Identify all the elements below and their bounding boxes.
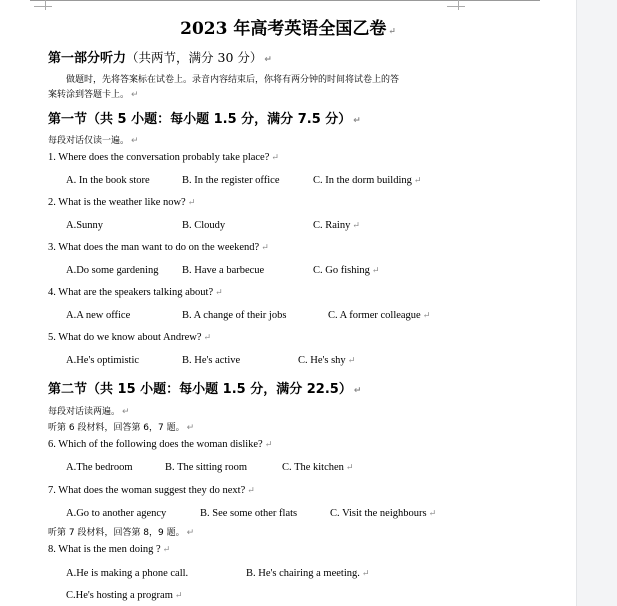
question-6-option-a[interactable]: A.The bedroom (66, 462, 133, 473)
crop-mark-right (447, 6, 465, 7)
crop-mark-left (34, 6, 52, 7)
question-2-option-b[interactable]: B. Cloudy (182, 220, 226, 231)
question-5-option-c[interactable]: C. He's shy ↵ (298, 355, 356, 366)
question-3-option-b[interactable]: B. Have a barbecue (182, 265, 265, 276)
question-3-stem[interactable]: 3. What does the man want to do on the weekend? ↵ (48, 242, 269, 253)
question-2-stem[interactable]: 2. What is the weather like now? ↵ (48, 197, 196, 208)
part1-instruction-line1[interactable]: 做题时，先将答案标在试卷上。录音内容结束后，你将有两分钟的时间将试卷上的答 (66, 75, 400, 85)
question-8-stem[interactable]: 8. What is the men doing ? ↵ (48, 544, 171, 555)
question-5-stem[interactable]: 5. What do we know about Andrew? ↵ (48, 332, 212, 343)
question-5-option-b[interactable]: B. He's active (182, 355, 241, 366)
question-7-option-a[interactable]: A.Go to another agency (66, 508, 167, 519)
question-5-option-a[interactable]: A.He's optimistic (66, 355, 140, 366)
question-7-option-c[interactable]: C. Visit the neighbours ↵ (330, 508, 437, 519)
question-7-option-b[interactable]: B. See some other flats (200, 508, 298, 519)
question-4-stem[interactable]: 4. What are the speakers talking about? ↵ (48, 287, 223, 298)
question-4-option-c[interactable]: C. A former colleague ↵ (328, 310, 431, 321)
question-6-option-b[interactable]: B. The sitting room (165, 462, 248, 473)
question-1-option-c[interactable]: C. In the dorm building ↵ (313, 175, 422, 186)
question-7-stem[interactable]: 7. What does the woman suggest they do next? ↵ (48, 485, 255, 496)
section2-heading[interactable]: 第二节（共 15 小题：每小题 1.5 分，满分 22.5） ↵ (48, 382, 362, 397)
question-4-option-b[interactable]: B. A change of their jobs (182, 310, 287, 321)
question-1-option-b[interactable]: B. In the register office (182, 175, 280, 186)
question-2-option-a[interactable]: A.Sunny (66, 220, 104, 231)
crop-mark-left-vertical (45, 0, 46, 10)
question-1-option-a[interactable]: A. In the book store (66, 175, 150, 186)
question-6-stem[interactable]: 6. Which of the following does the woman dislike? ↵ (48, 439, 273, 450)
section2-instruction[interactable]: 每段对话读两遍。 ↵ (48, 407, 130, 417)
document-title[interactable]: 2023 年高考英语全国乙卷 ↵ (180, 19, 396, 39)
question-8-option-c[interactable]: C.He's hosting a program ↵ (66, 590, 183, 601)
header-rule (30, 0, 540, 4)
question-4-option-a[interactable]: A.A new office (66, 310, 131, 321)
question-6-option-c[interactable]: C. The kitchen ↵ (282, 462, 354, 473)
section1-heading[interactable]: 第一节（共 5 小题：每小题 1.5 分，满分 7.5 分） ↵ (48, 112, 361, 127)
section2-material-6-note[interactable]: 听第 6 段材料，回答第 6，7 题。 ↵ (48, 423, 195, 433)
right-side-panel (576, 0, 617, 606)
question-8-option-b[interactable]: B. He's chairing a meeting. ↵ (246, 568, 370, 579)
question-2-option-c[interactable]: C. Rainy ↵ (313, 220, 360, 231)
section2-material-7-note[interactable]: 听第 7 段材料，回答第 8，9 题。 ↵ (48, 528, 195, 538)
question-8-option-a[interactable]: A.He is making a phone call. (66, 568, 189, 579)
part1-heading[interactable]: 第一部分听力（共两节，满分 30 分） ↵ (48, 50, 272, 66)
question-3-option-c[interactable]: C. Go fishing ↵ (313, 265, 380, 276)
section1-instruction[interactable]: 每段对话仅读一遍。 ↵ (48, 136, 139, 146)
crop-mark-right-vertical (458, 0, 459, 10)
part1-instruction-line2[interactable]: 案转涂到答题卡上。 ↵ (48, 90, 139, 100)
question-3-option-a[interactable]: A.Do some gardening (66, 265, 159, 276)
question-1-stem[interactable]: 1. Where does the conversation probably take place? ↵ (48, 152, 279, 163)
